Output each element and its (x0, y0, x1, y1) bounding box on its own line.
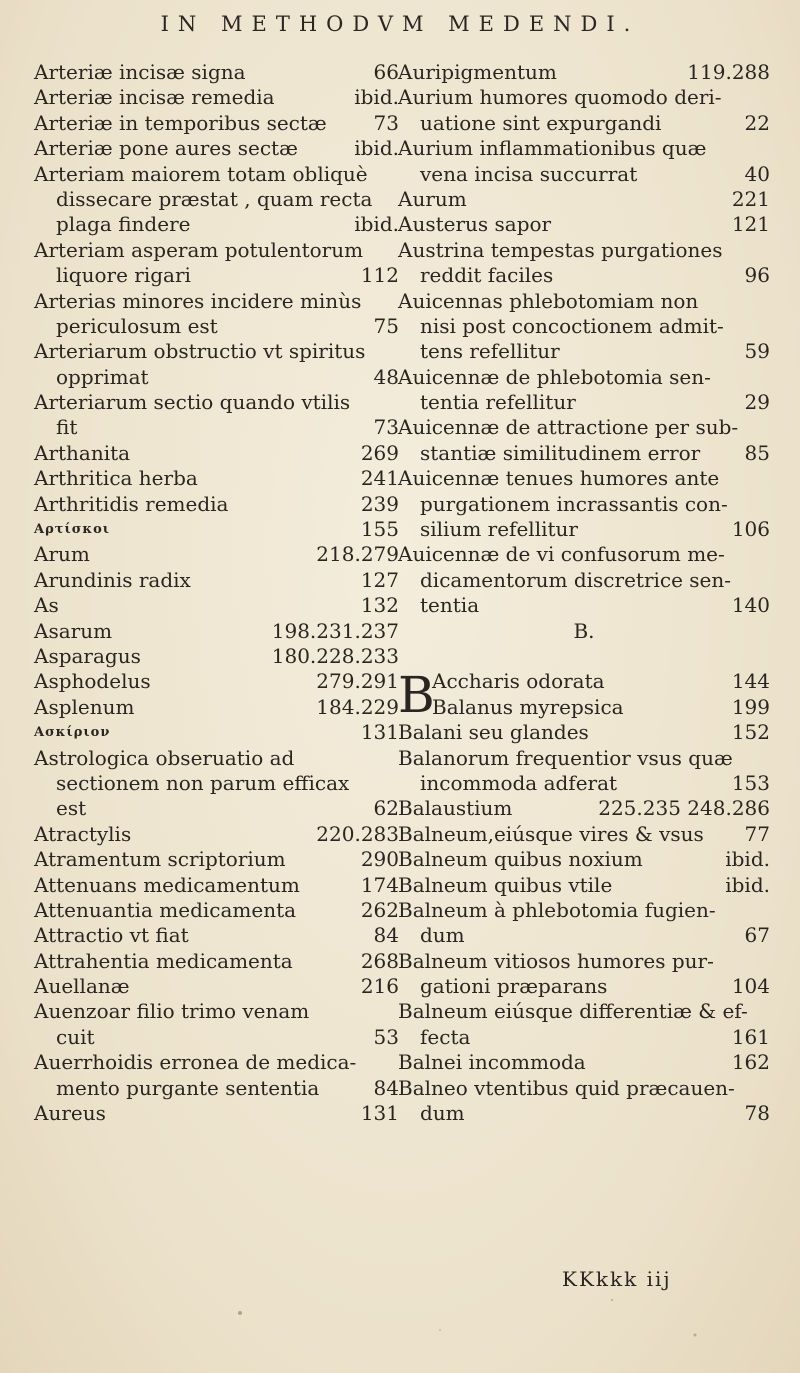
entry-text: dissecare præstat , quam recta (56, 186, 373, 211)
entry-text: Asarum (34, 618, 113, 643)
page-reference: 59 (744, 339, 770, 364)
entry-text: Arteriarum sectio quando vtilis (34, 390, 351, 415)
entry-text: Αρτίσκοι (34, 522, 111, 538)
index-entry (398, 263, 770, 288)
index-entry (398, 365, 770, 390)
index-entry (34, 1101, 399, 1126)
page-reference: 119.288 (687, 60, 770, 84)
index-entry (34, 187, 399, 212)
index-entry (34, 822, 399, 847)
entry-text: Auerrhoidis erronea de medica- (34, 1050, 357, 1075)
index-entry (34, 390, 399, 415)
entry-text: B. (573, 618, 595, 643)
page-reference: 221 (731, 186, 770, 211)
index-column-right (398, 60, 770, 1126)
page-reference: 106 (731, 517, 770, 542)
page-reference: 22 (744, 110, 770, 135)
index-entry (398, 60, 770, 85)
index-entry (34, 873, 399, 898)
index-entry (398, 999, 770, 1024)
entry-text: Balneum quibus vtile (398, 872, 613, 897)
index-entry (34, 517, 399, 542)
index-entry (398, 847, 770, 872)
entry-text: Attrahentia medicamenta (34, 948, 293, 973)
page-reference: 131 (360, 1101, 399, 1126)
entry-text: purgationem incrassantis con- (420, 491, 728, 516)
entry-text: sectionem non parum efficax (56, 770, 350, 795)
index-entry (34, 720, 399, 745)
running-header: IN METHODVM MEDENDI. (160, 12, 640, 36)
index-entry (398, 974, 770, 999)
index-entry (34, 111, 399, 136)
entry-text: mento purgante sententia (56, 1075, 320, 1100)
page-reference: 140 (731, 593, 770, 618)
entry-text: Balneum vitiosos humores pur- (398, 948, 714, 973)
entry-text: Arteriæ pone aures sectæ (34, 136, 298, 161)
page-reference: 225.235 248.286 (598, 796, 770, 821)
entry-text: Arteriam maiorem totam obliquè (34, 161, 368, 186)
page-reference: 121 (731, 212, 770, 237)
entry-text: Aureus (34, 1101, 106, 1126)
page-reference: 75 (373, 313, 399, 338)
entry-text: Aurium inflammationibus quæ (398, 136, 707, 161)
entry-text: Auicennæ de attractione per sub- (398, 415, 739, 440)
page-reference: 48 (373, 364, 399, 389)
page-reference: 180.228.233 (271, 643, 399, 668)
index-entry (34, 746, 399, 771)
entry-text: Arteriarum obstructio vt spiritus (34, 339, 366, 364)
entry-text: Attenuantia medicamenta (34, 897, 297, 922)
entry-text: Balneum eiúsque differentiæ & ef- (398, 999, 748, 1024)
entry-text: dum (420, 1101, 465, 1126)
page-reference: 241 (360, 466, 399, 491)
entry-text: est (56, 796, 87, 821)
index-entry (398, 492, 770, 517)
entry-text: Arthanita (34, 440, 131, 465)
entry-text: Arthritica herba (34, 466, 198, 491)
entry-text: As (34, 593, 59, 618)
index-entry (34, 644, 399, 669)
page-reference: 153 (731, 770, 770, 795)
entry-text: Attractio vt fiat (34, 923, 189, 948)
index-entry (34, 314, 399, 339)
index-entry (398, 162, 770, 187)
index-entry (34, 847, 399, 872)
index-entry (398, 212, 770, 237)
entry-text: Auicennas phlebotomiam non (398, 288, 699, 313)
page-reference: ibid. (354, 212, 399, 237)
entry-text: Asphodelus (34, 669, 151, 694)
index-column-left (34, 60, 399, 1126)
page-reference: 67 (744, 923, 770, 948)
index-entry (34, 796, 399, 821)
entry-text: Balanorum frequentior vsus quæ (398, 745, 733, 770)
index-entry (34, 771, 399, 796)
index-entry (398, 466, 770, 491)
entry-text: Arthritidis remedia (34, 491, 229, 516)
index-entry (34, 415, 399, 440)
entry-text: Arteriam asperam potulentorum (34, 237, 364, 262)
page-reference: 85 (744, 440, 770, 465)
signature-mark: KKkkk iij (562, 1267, 672, 1291)
index-entry (398, 898, 770, 923)
entry-text: Balneum,eiúsque vires & vsus (398, 821, 704, 846)
entry-text: Asplenum (34, 694, 135, 719)
entry-text: periculosum est (56, 313, 218, 338)
page-reference: 73 (373, 110, 399, 135)
page-reference: 84 (373, 1075, 399, 1100)
entry-text: Auicennæ de vi confusorum me- (398, 542, 725, 567)
entry-text: dum (420, 923, 465, 948)
page-reference: 198.231.237 (271, 618, 399, 643)
index-entry (34, 923, 399, 948)
index-entry (398, 238, 770, 263)
entry-text: Attenuans medicamentum (34, 872, 300, 897)
entry-text: Balneum quibus noxium (398, 847, 643, 872)
index-entry (398, 1050, 770, 1075)
page-reference: 218.279 (316, 542, 399, 567)
index-entry (398, 568, 770, 593)
index-entry (398, 796, 770, 821)
index-entry (34, 263, 399, 288)
page-reference: 216 (360, 974, 399, 999)
index-entry (34, 136, 399, 161)
entry-text: incommoda adferat (420, 770, 618, 795)
entry-text: Austerus sapor (398, 212, 552, 237)
page-reference: ibid. (354, 85, 399, 110)
entry-text: Balani seu glandes (398, 720, 589, 745)
index-entry (34, 669, 399, 694)
entry-text: Arteriæ incisæ signa (34, 60, 246, 84)
index-entry (34, 492, 399, 517)
entry-text: nisi post concoctionem admit- (420, 313, 724, 338)
index-entry (398, 441, 770, 466)
page-reference: ibid. (354, 136, 399, 161)
entry-text: Balneo vtentibus quid præcauen- (398, 1075, 735, 1100)
index-entry (34, 1050, 399, 1075)
page-reference: 84 (373, 923, 399, 948)
entry-text: Accharis odorata (432, 669, 605, 694)
entry-text: Arteriæ incisæ remedia (34, 85, 275, 110)
entry-text: Arundinis radix (34, 567, 191, 592)
index-entry (34, 339, 399, 364)
index-entry (34, 898, 399, 923)
page-reference: 73 (373, 415, 399, 440)
entry-text: fecta (420, 1024, 471, 1049)
index-entry (34, 289, 399, 314)
entry-text: gationi præparans (420, 974, 608, 999)
page-reference: 62 (373, 796, 399, 821)
page-reference: 155 (360, 517, 399, 542)
entry-text: plaga findere (56, 212, 191, 237)
index-entry (398, 949, 770, 974)
index-entry (398, 771, 770, 796)
entry-text: silium refellitur (420, 517, 578, 542)
index-entry (398, 314, 770, 339)
page-reference: 78 (744, 1101, 770, 1126)
entry-text: Atractylis (34, 821, 132, 846)
entry-text: fit (56, 415, 78, 440)
entry-text: Ασκίριον (34, 725, 111, 741)
entry-text: tentia (420, 593, 480, 618)
index-entry (398, 339, 770, 364)
entry-text: vena incisa succurrat (420, 161, 638, 186)
entry-text: Atramentum scriptorium (34, 847, 286, 872)
index-entry (34, 441, 399, 466)
index-entry (34, 162, 399, 187)
index-entry (398, 1025, 770, 1050)
index-entry (34, 212, 399, 237)
entry-text: Auripigmentum (398, 60, 557, 84)
entry-text: Aurum (398, 186, 467, 211)
index-entry (34, 85, 399, 110)
page-reference: 290 (360, 847, 399, 872)
page-reference: 144 (731, 669, 770, 694)
page-reference: 152 (731, 720, 770, 745)
index-entry (34, 365, 399, 390)
index-entry (34, 999, 399, 1024)
index-entry (34, 60, 399, 85)
entry-text: Auicennæ tenues humores ante (398, 466, 720, 491)
index-entry (398, 85, 770, 110)
entry-text: cuit (56, 1024, 95, 1049)
index-entry (398, 720, 770, 745)
entry-text: dicamentorum discretrice sen- (420, 567, 732, 592)
index-entry (398, 390, 770, 415)
page-reference: 66 (373, 60, 399, 84)
entry-text: uatione sint expurgandi (420, 110, 662, 135)
page-reference: 96 (744, 263, 770, 288)
entry-text: stantiæ similitudinem error (420, 440, 701, 465)
index-entry (398, 111, 770, 136)
page-reference: 162 (731, 1050, 770, 1075)
index-entry (34, 1076, 399, 1101)
index-entry (34, 593, 399, 618)
entry-text: Arum (34, 542, 90, 567)
entry-text: liquore rigari (56, 263, 191, 288)
page-reference: 199 (731, 694, 770, 719)
page-reference: ibid. (725, 847, 770, 872)
entry-text: Balnei incommoda (398, 1050, 586, 1075)
page-reference: 29 (744, 390, 770, 415)
index-entry (398, 289, 770, 314)
entry-text: Auicennæ de phlebotomia sen- (398, 364, 711, 389)
index-entry (398, 187, 770, 212)
page-reference: 104 (731, 974, 770, 999)
entry-text: Aurium humores quomodo deri- (398, 85, 722, 110)
entry-text: Asparagus (34, 643, 141, 668)
entry-text: Astrologica obseruatio ad (34, 745, 295, 770)
page-reference: 262 (360, 897, 399, 922)
entry-text: Arteriæ in temporibus sectæ (34, 110, 327, 135)
page-reference: 184.229 (316, 694, 399, 719)
entry-text: Auenzoar filio trimo venam (34, 999, 310, 1024)
entry-text: opprimat (56, 364, 149, 389)
entry-text: Balanus myrepsica (432, 694, 624, 719)
page-reference: 161 (731, 1024, 770, 1049)
index-entry (398, 593, 770, 618)
entry-text: reddit faciles (420, 263, 554, 288)
entry-text: Austrina tempestas purgationes (398, 237, 723, 262)
entry-text: tentia refellitur (420, 390, 576, 415)
index-entry (398, 517, 770, 542)
index-entry (34, 542, 399, 567)
index-entry (398, 746, 770, 771)
entry-text: tens refellitur (420, 339, 560, 364)
drop-cap-letter: B (398, 666, 435, 725)
page-reference: 127 (360, 567, 399, 592)
page-reference: 239 (360, 491, 399, 516)
index-entry (398, 822, 770, 847)
index-entry (34, 619, 399, 644)
entry-text: Auellanæ (34, 974, 130, 999)
page-reference: 77 (744, 821, 770, 846)
index-entry (34, 238, 399, 263)
page-reference: 279.291 (316, 669, 399, 694)
page-reference: 112 (360, 263, 399, 288)
index-entry (398, 695, 770, 720)
page-reference: 132 (360, 593, 399, 618)
index-entry (398, 136, 770, 161)
index-entry (398, 619, 770, 644)
page-reference: 40 (744, 161, 770, 186)
index-entry (398, 542, 770, 567)
page-reference: 53 (373, 1024, 399, 1049)
entry-text: Balaustium (398, 796, 513, 821)
index-entry (34, 974, 399, 999)
page-reference: 174 (360, 872, 399, 897)
index-entry (34, 1025, 399, 1050)
index-entry (34, 695, 399, 720)
page-reference: 269 (360, 440, 399, 465)
page-reference: 220.283 (316, 821, 399, 846)
page-reference: 268 (360, 948, 399, 973)
index-entry (398, 1101, 770, 1126)
entry-text: Arterias minores incidere minùs (34, 288, 362, 313)
index-entry (398, 873, 770, 898)
index-entry (398, 923, 770, 948)
entry-text: Balneum à phlebotomia fugien- (398, 897, 716, 922)
index-entry (398, 415, 770, 440)
index-entry (34, 949, 399, 974)
index-entry (34, 466, 399, 491)
index-entry (398, 1076, 770, 1101)
page-reference: ibid. (725, 872, 770, 897)
page-reference: 131 (360, 720, 399, 745)
index-entry (398, 644, 770, 669)
index-entry (34, 568, 399, 593)
